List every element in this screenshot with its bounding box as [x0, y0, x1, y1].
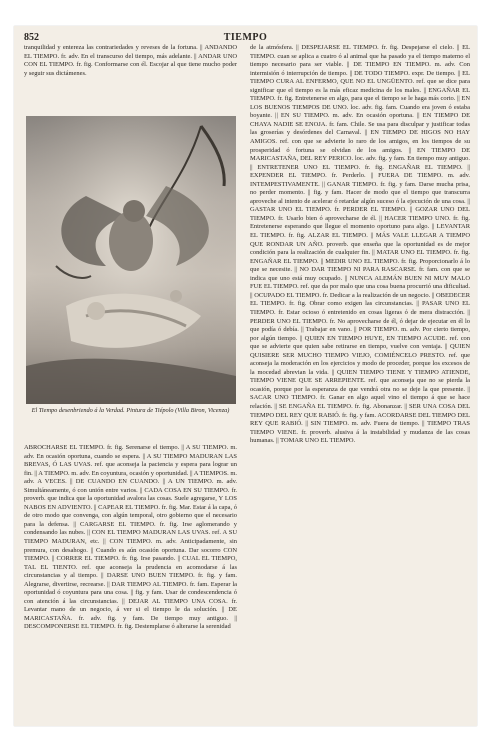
text-paragraph: tranquilidad y entereza las contrariedades y reveses de la fortuna. || ANDANDO EL TIEMPO. fr. adv. En el transcurso del tiempo, más adelante. || ANDAR UNO CON EL TIEMPO. fr. fig. Conformarse con él. Escojar al que tiene mucho poder y seguir sus dictámenes. [24, 44, 237, 77]
left-column-top-text [24, 44, 237, 112]
figure-caption: El Tiempo desenbriendo á la Verdad. Pintura de Tiépolo (Villa Biron, Vicenza) [31, 407, 230, 414]
text-paragraph: ABROCHARSE EL TIEMPO. fr. fig. Serenarse el tiempo. || A SU TIEMPO. m. adv. En ocasión oportuna, cuando se espera. || A SU TIEMPO MADURAN LAS BREVAS, Ó LAS UVAS. ref. que aconseja la paciencia y espera para lograr un fin. || A TIEMPO. m. adv. En coyuntura, ocasión y oportunidad. || A TIEMPOS. m. adv. A VECES. || DE CUANDO EN CUANDO. || A UN TIEMPO. m. adv. Simultáneamente, ó con unión entre varios. || CADA COSA EN SU TIEMPO. fr. proverb. que indica que la oportunidad avalora las cosas. Suele agregarse, Y LOS NABOS EN ADVIENTO. || CAPEAR EL TIEMPO. fr. fig. Mar. Estar á la capa, ó de otro modo que convenga, con algún temporal, otro gobierno que el necesario para la defensa. || CARGARSE EL TIEMPO. fr. fig. Irse aglomerando y condensando las nubes. || CON EL TIEMPO MADURAN LAS UVAS. ref. A SU TIEMPO MADURAN, etc. || CON TIEMPO. m. adv. Anticipadamente, sin premura, con desahogo. || Cuando es aún ocasión oportuna. Dar socorro CON TIEMPO. || CORRER EL TIEMPO. fr. fig. Irse pasando. || CUAL EL TIEMPO, TAL EL TIENTO. ref. que aconseja la prudencia en acomodarse á las circunstancias y al tiempo. || DARSE UNO BUEN TIEMPO. fr. fig. y fam. Alegrarse, divertirse, recrearse. || DAR TIEMPO AL TIEMPO. fr. fam. Esperar la oportunidad ó coyuntura para una cosa. || fig. y fam. Usar de condescendencia ó con atención á las circunstancias. || DEJAR AL TIEMPO UNA COSA. fr. Levantar mano de un negocio, á ver si el tiempo le da solución. || DE MARICASTAÑA. fr. adv. fig. y fam. De tiempo muy antiguo. || DESCOMPONERSE EL TIEMPO. fr. fig. Destemplarse ó alterarse la serenidad [24, 444, 237, 631]
right-column-text [250, 44, 470, 716]
page-header [24, 32, 467, 44]
page-title: TIEMPO [223, 32, 268, 43]
page-number: 852 [24, 32, 39, 43]
left-column-bottom-text [24, 444, 237, 716]
allegory-painting-image [26, 116, 236, 404]
painting-illustration [26, 116, 236, 404]
document-page [14, 26, 477, 726]
text-paragraph: de la atmósfera. || DESPEJARSE EL TIEMPO. fr. fig. Despejarse el cielo. || EL TIEMPO. cuan se aplica a cuatro ó al animal que ha pasado ya el tiempo materno el tiempo necesario para ser viable. || DE TIEMPO EN TIEMPO. m. adv. Con intermisión ó interrupción de tiempo. || DE TODO TIEMPO. expr. De tiempo. || EL TIEMPO CURA AL ENFERMO, QUE NO EL UNGÜENTO. ref. que se dice para significar que el tiempo es la más eficaz medicina de los males. || ENGAÑAR EL TIEMPO. fr. fig. Entretenerse en algo, para que el tiempo se le haga más corto. || EN LOS BUENOS TIEMPOS DE UNO. loc. adv. fig. fam. Cuando era joven ó estaba boyante. || EN SU TIEMPO. m. adv. En ocasión oportuna. || EN TIEMPO DE CHAYA NADIE SE ENOJA. fr. fam. Chile. Se usa para disculpar y justificar todas las groserías y desórdenes del Carnaval. || EN TIEMPO DE HIGOS NO HAY AMIGOS. ref. con que se advierte lo raro de los amigos, en los tiempos de su prosperidad ó fortuna se olvidan de los amigos. || EN TIEMPO DE MARICASTAÑA, DEL REY PERICO. loc. adv. fig. y fam. En tiempo muy antiguo. || ENTRETENER UNO EL TIEMPO. fr. fig. ENGAÑAR EL TIEMPO. || EXPENDER EL TIEMPO. fr. Perderlo. || FUERA DE TIEMPO. m. adv. INTEMPESTIVAMENTE. || GANAR TIEMPO. fr. fig. y fam. Darse mucha prisa, no perder momento. || fig. y fam. Hacer de modo que el tiempo que transcurra aproveche al intento de acelerar ó retardar algún suceso ó la ejecución de una cosa. || GASTAR UNO EL TIEMPO. fr. PERDER EL TIEMPO. || GOZAR UNO DEL TIEMPO. fr. Usarlo bien ó aprovecharse de él. || HACER TIEMPO UNO. fr. fig. Entretenerse esperando que llegue el momento oportuno para algo. || LEVANTAR EL TIEMPO. fr. fig. ALZAR EL TIEMPO. || MÁS VALE LLEGAR A TIEMPO QUE RONDAR UN AÑO. proverb. que enseña que la oportunidad es de mejor condición para la realización de cualquier fin. || MATAR UNO EL TIEMPO. fr. fig. ENGAÑAR EL TIEMPO. || MEDIR UNO EL TIEMPO. fr. fig. Proporcionarlo á lo que se necesite. || NO DAR TIEMPO NI PARA RASCARSE. fr. fam. con que se indica que uno está muy ocupado. || NUNCA ALEMÁN BUEN NI MUY MALO FUE EL TIEMPO. ref. que da por malo que una cosa buena procurrió una dificultad. || OCUPADO EL TIEMPO. fr. Dedicar a la realización de un negocio. || OBEDECER EL TIEMPO. fr. fig. Obrar como exigen las circunstancias. || PASAR UNO EL TIEMPO. fr. Estar ocioso ó entretenido en cosas ligeras ó de mera distracción. || PERDER UNO EL TIEMPO. fr. No aprovecharse de él, ó dejar de ejecutar en él lo que podía ó debía. || Trabajar en vano. || POR TIEMPO. m. adv. Por cierto tiempo, por algún tiempo. || QUIEN EN TIEMPO HUYE, EN TIEMPO ACUDE. ref. con que se advierte que quien sabe retirarse en tiempo, vuelve con ventaja. || QUIEN QUISIERE SER MUCHO TIEMPO VIEJO, COMIÉNCELO PRESTO. ref. que aconseja la moderación en los ejercicios y modo de proceder, porque los excesos de la mocedad abrevian la vida. || QUIEN TIEMPO TIENE Y TIEMPO ATIENDE, TIEMPO VIENE QUE SE ARREPIENTE. ref. que aconseja que no se pierda la ocasión, porque por la esperanza de que vendrá otra no se deje la que presente. || SACAR UNO TIEMPO. fr. Ganar en algo aquel vino el tiempo á que se hace relación. || SE ENGAÑA EL TIEMPO. fr. fig. Abonanzar. || SER UNA COSA DEL TIEMPO DEL REY QUE RABIÓ. fr. fig. y fam. ACORDARSE DEL TIEMPO DEL REY QUE RABIÓ. || SIN TIEMPO. m. adv. Fuera de tiempo. || TIEMPO TRAS TIEMPO VIENE. fr. proverb. alusiva á la instabilidad y mudanza de las cosas humanas. || TOMAR UNO EL TIEMPO. [250, 44, 470, 445]
